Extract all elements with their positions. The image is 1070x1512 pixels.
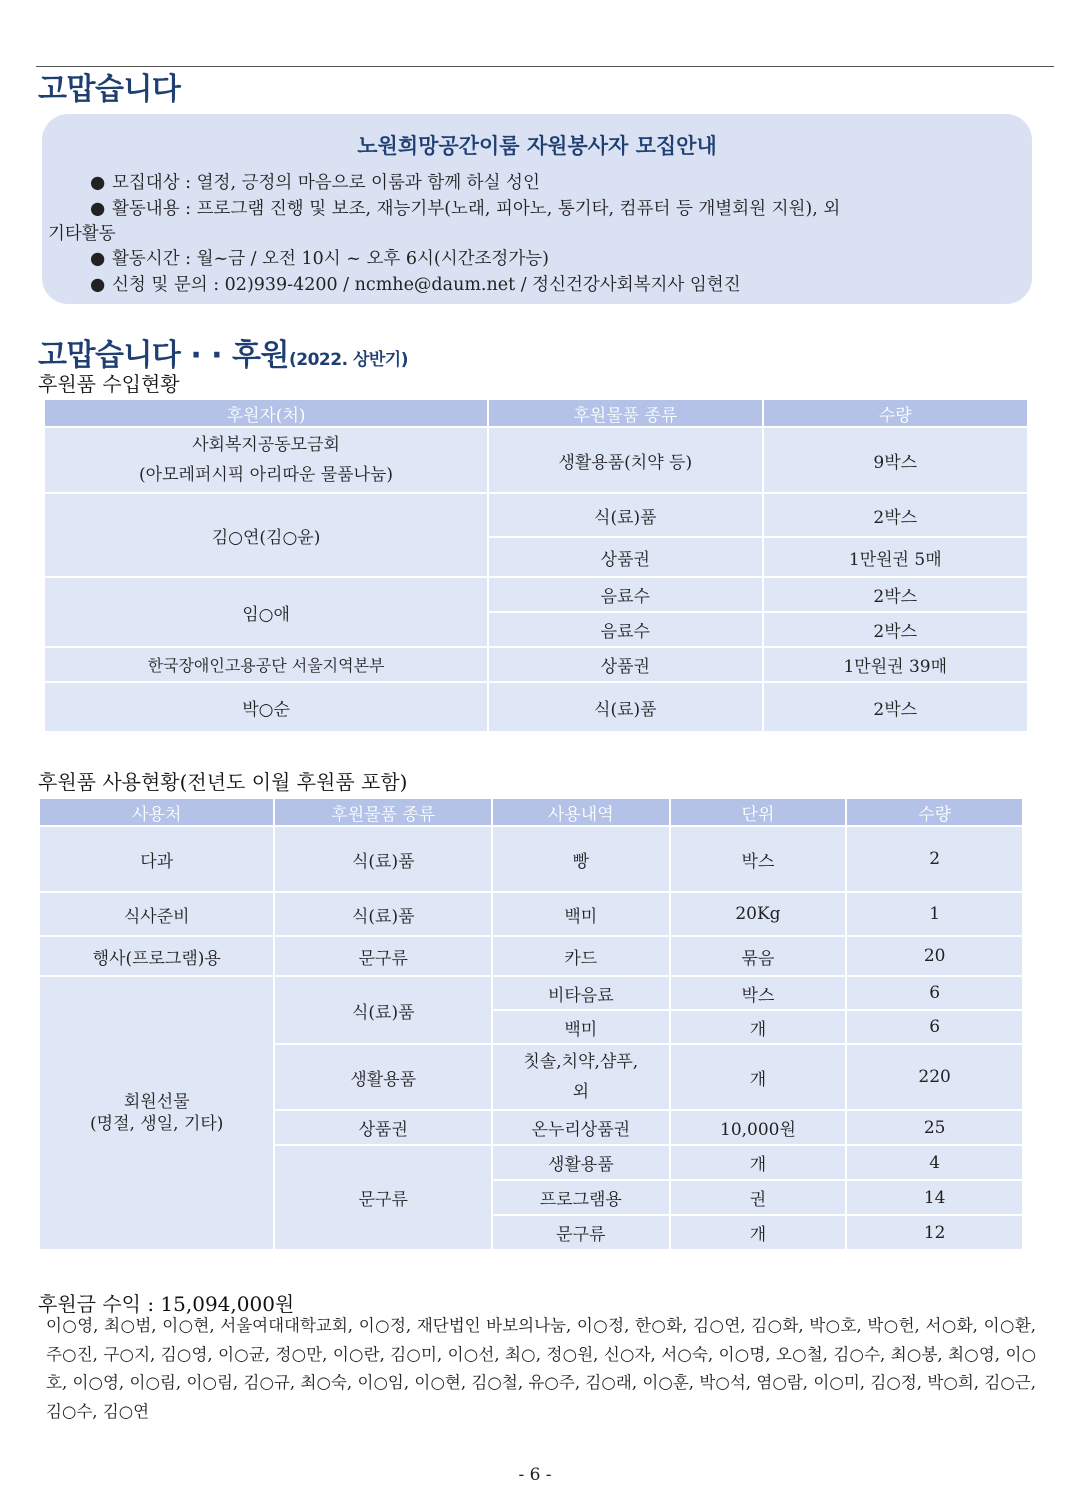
notice-item-activities: ● 활동내용 : 프로그램 진행 및 보조, 재능기부(노래, 피아노, 통기타, 컴퓨터 등 개별회원 지원), 외 (90, 199, 841, 219)
type-cell: 문구류 (274, 936, 492, 976)
unit-cell: 개 (670, 1215, 847, 1250)
unit-cell: 개 (670, 1010, 847, 1044)
detail-cell: 백미 (492, 1010, 670, 1044)
donor-cell: 사회복지공동모금회 (아모레퍼시픽 아리따운 물품나눔) (44, 427, 488, 493)
donor-cell: 김○연(김○윤) (44, 493, 488, 577)
table-header-row (44, 399, 1028, 427)
table-row (39, 976, 1023, 1010)
place-cell: 회원선물 (명절, 생일, 기타) (39, 976, 274, 1250)
donor-cell: 박○순 (44, 682, 488, 732)
qty-cell: 2박스 (763, 577, 1028, 612)
unit-cell: 박스 (670, 826, 847, 892)
col-header-donor: 후원자(처) (44, 399, 488, 427)
qty-cell: 20 (846, 936, 1023, 976)
qty-cell: 220 (846, 1044, 1023, 1110)
col-header-qty: 수량 (846, 798, 1023, 826)
qty-cell: 6 (846, 976, 1023, 1010)
table-row (44, 682, 1028, 732)
qty-cell: 1만원권 39매 (763, 647, 1028, 682)
col-header-type: 후원물품 종류 (274, 798, 492, 826)
col-header-detail: 사용내역 (492, 798, 670, 826)
donor-cell: 임○애 (44, 577, 488, 647)
qty-cell: 2 (846, 826, 1023, 892)
qty-cell: 12 (846, 1215, 1023, 1250)
notice-item-contact: ● 신청 및 문의 : 02)939-4200 / ncmhe@daum.net / 정신건강사회복지사 임현진 (90, 275, 741, 295)
col-header-qty: 수량 (763, 399, 1028, 427)
notice-item-target: ● 모집대상 : 열정, 긍정의 마음으로 이룸과 함께 하실 성인 (90, 173, 540, 193)
notice-item-hours: ● 활동시간 : 월~금 / 오전 10시 ~ 오후 6시(시간조정가능) (90, 249, 549, 269)
detail-cell: 칫솔,치약,샴푸, 외 (492, 1044, 670, 1110)
notice-item-activities-cont: 기타활동 (48, 224, 116, 244)
bullet-icon: ● (90, 249, 106, 269)
section-title-donations: 고맙습니다 · · 후원(2022. 상반기) (38, 338, 408, 373)
unit-cell: 개 (670, 1145, 847, 1180)
table-row (39, 892, 1023, 936)
usage-table (38, 797, 1024, 1251)
detail-cell: 비타음료 (492, 976, 670, 1010)
bullet-icon: ● (90, 275, 106, 295)
unit-cell: 묶음 (670, 936, 847, 976)
unit-cell: 개 (670, 1044, 847, 1110)
qty-cell: 9박스 (763, 427, 1028, 493)
bullet-icon: ● (90, 173, 106, 193)
page-number: - 6 - (518, 1465, 552, 1485)
type-cell: 식(료)품 (488, 493, 762, 537)
detail-cell: 문구류 (492, 1215, 670, 1250)
place-cell: 행사(프로그램)용 (39, 936, 274, 976)
place-cell: 식사준비 (39, 892, 274, 936)
qty-cell: 4 (846, 1145, 1023, 1180)
usage-heading: 후원품 사용현황(전년도 이월 후원품 포함) (38, 770, 408, 794)
donor-cell: 한국장애인고용공단 서울지역본부 (44, 647, 488, 682)
unit-cell: 권 (670, 1180, 847, 1215)
income-heading: 후원품 수입현황 (38, 372, 180, 396)
qty-cell: 2박스 (763, 682, 1028, 732)
detail-cell: 카드 (492, 936, 670, 976)
income-table (43, 398, 1029, 733)
notice-title: 노원희망공간이룸 자원봉사자 모집안내 (357, 134, 717, 158)
qty-cell: 2박스 (763, 493, 1028, 537)
type-cell: 음료수 (488, 577, 762, 612)
table-row (44, 493, 1028, 537)
detail-cell: 백미 (492, 892, 670, 936)
unit-cell: 박스 (670, 976, 847, 1010)
type-cell: 식(료)품 (488, 682, 762, 732)
col-header-unit: 단위 (670, 798, 847, 826)
qty-cell: 6 (846, 1010, 1023, 1044)
qty-cell: 14 (846, 1180, 1023, 1215)
table-header-row (39, 798, 1023, 826)
type-cell: 식(료)품 (274, 976, 492, 1044)
col-header-place: 사용처 (39, 798, 274, 826)
volunteer-notice-box (42, 114, 1032, 304)
qty-cell: 1 (846, 892, 1023, 936)
fund-income-label: 후원금 수익 : 15,094,000원 (38, 1292, 295, 1316)
type-cell: 음료수 (488, 612, 762, 647)
type-cell: 상품권 (274, 1110, 492, 1145)
detail-cell: 생활용품 (492, 1145, 670, 1180)
bullet-icon: ● (90, 199, 106, 219)
table-row (44, 427, 1028, 493)
detail-cell: 빵 (492, 826, 670, 892)
detail-cell: 온누리상품권 (492, 1110, 670, 1145)
detail-cell: 프로그램용 (492, 1180, 670, 1215)
table-row (39, 936, 1023, 976)
col-header-type: 후원물품 종류 (488, 399, 762, 427)
table-row (39, 826, 1023, 892)
place-cell: 다과 (39, 826, 274, 892)
qty-cell: 1만원권 5매 (763, 537, 1028, 577)
type-cell: 식(료)품 (274, 892, 492, 936)
qty-cell: 2박스 (763, 612, 1028, 647)
type-cell: 생활용품 (274, 1044, 492, 1110)
type-cell: 상품권 (488, 647, 762, 682)
donation-period: (2022. 상반기) (289, 350, 408, 370)
table-row (44, 647, 1028, 682)
unit-cell: 10,000원 (670, 1110, 847, 1145)
unit-cell: 20Kg (670, 892, 847, 936)
table-row (44, 577, 1028, 612)
fund-donor-list: 이○영, 최○범, 이○현, 서울여대대학교회, 이○정, 재단법인 바보의나눔, 이○정, 한○화, 김○연, 김○화, 박○호, 박○헌, 서○화, 이○환, 주○진, 구○지, 김○영, 이○균, 정○만, 이○란, 김○미, 이○선, 최○, 정○원, 신○자, 서○숙, 이○명, 오○철, 김○수, 최○봉, 최○영, 이○호, 이○영, 이○림, 이○림, 김○규, 최○숙, 이○임, 이○현, 김○철, 유○주, 김○래, 이○훈, 박○석, 염○람, 이○미, 김○정, 박○희, 김○근, 김○수, 김○연 (46, 1316, 1036, 1421)
type-cell: 식(료)품 (274, 826, 492, 892)
type-cell: 문구류 (274, 1145, 492, 1250)
type-cell: 생활용품(치약 등) (488, 427, 762, 493)
qty-cell: 25 (846, 1110, 1023, 1145)
section-title-thanks: 고맙습니다 (38, 72, 181, 107)
top-rule (36, 66, 1054, 67)
type-cell: 상품권 (488, 537, 762, 577)
